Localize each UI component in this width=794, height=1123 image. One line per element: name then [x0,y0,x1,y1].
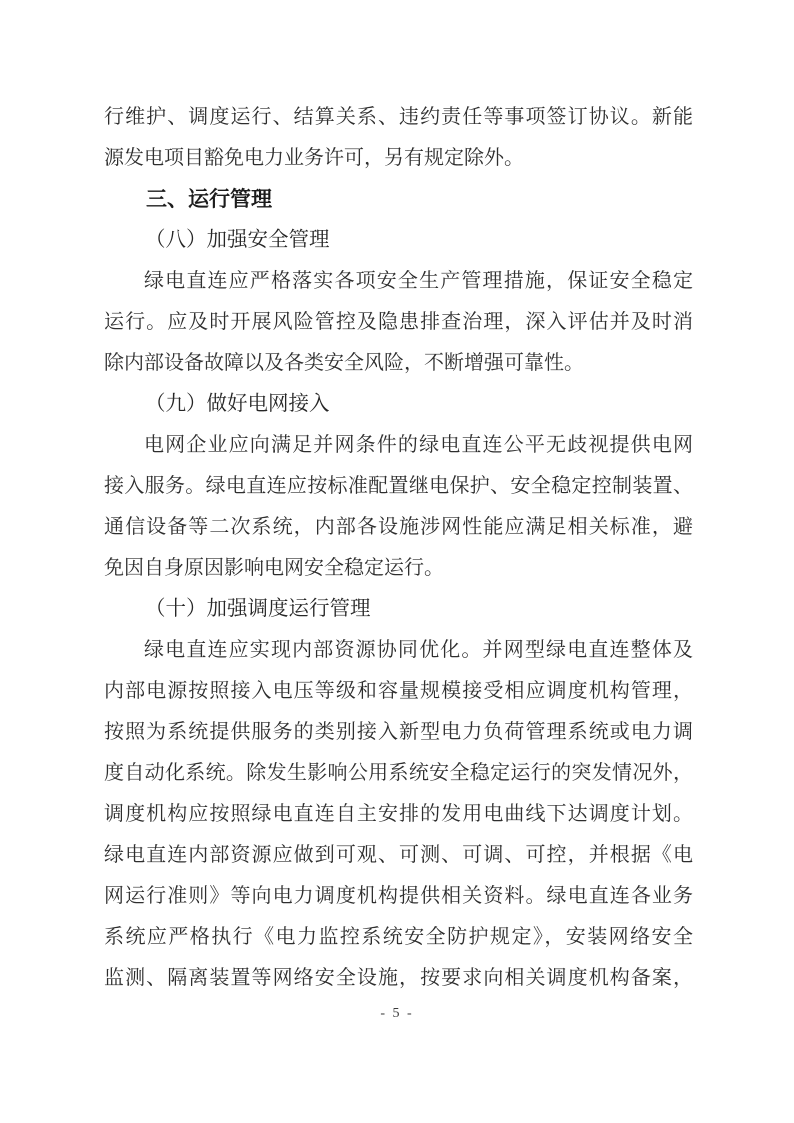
text-line: 免因自身原因影响电网安全稳定运行。 [104,557,444,579]
item-heading: （九）做好电网接入 [145,393,330,415]
text-line: 绿电直连应实现内部资源协同优化。并网型绿电直连整体及 [144,639,693,661]
text-line: 度自动化系统。除发生影响公用系统安全稳定运行的突发情况外， [104,762,693,784]
text-line: 绿电直连应严格落实各项安全生产管理措施，保证安全稳定 [144,270,693,292]
text-line: 系统应严格执行《电力监控系统安全防护规定》，安装网络安全 [104,926,693,948]
item-heading: （八）加强安全管理 [145,229,330,251]
text-line: 调度机构应按照绿电直连自主安排的发用电曲线下达调度计划。 [104,803,693,825]
text-line: 监测、隔离装置等网络安全设施，按要求向相关调度机构备案， [104,967,693,989]
item-heading: （十）加强调度运行管理 [145,598,371,620]
text-line: 除内部设备故障以及各类安全风险，不断增强可靠性。 [104,352,584,374]
text-line: 网运行准则》等向电力调度机构提供相关资料。绿电直连各业务 [104,885,693,907]
text-line: 源发电项目豁免电力业务许可，另有规定除外。 [104,147,524,169]
text-line: 接入服务。绿电直连应按标准配置继电保护、安全稳定控制装置、 [104,475,693,497]
text-line: 绿电直连内部资源应做到可观、可测、可调、可控，并根据《电 [104,844,693,866]
text-line: 通信设备等二次系统，内部各设施涉网性能应满足相关标准，避 [104,516,693,538]
text-line: 内部电源按照接入电压等级和容量规模接受相应调度机构管理， [104,680,693,702]
text-line: 按照为系统提供服务的类别接入新型电力负荷管理系统或电力调 [104,721,693,743]
text-line: 运行。应及时开展风险管控及隐患排查治理，深入评估并及时消 [104,311,693,333]
page-number: - 5 - [380,1006,414,1021]
text-line: 电网企业应向满足并网条件的绿电直连公平无歧视提供电网 [144,434,693,456]
text-line: 行维护、调度运行、结算关系、违约责任等事项签订协议。新能 [104,106,693,128]
section-heading: 三、运行管理 [146,188,272,211]
document-body [104,97,693,999]
